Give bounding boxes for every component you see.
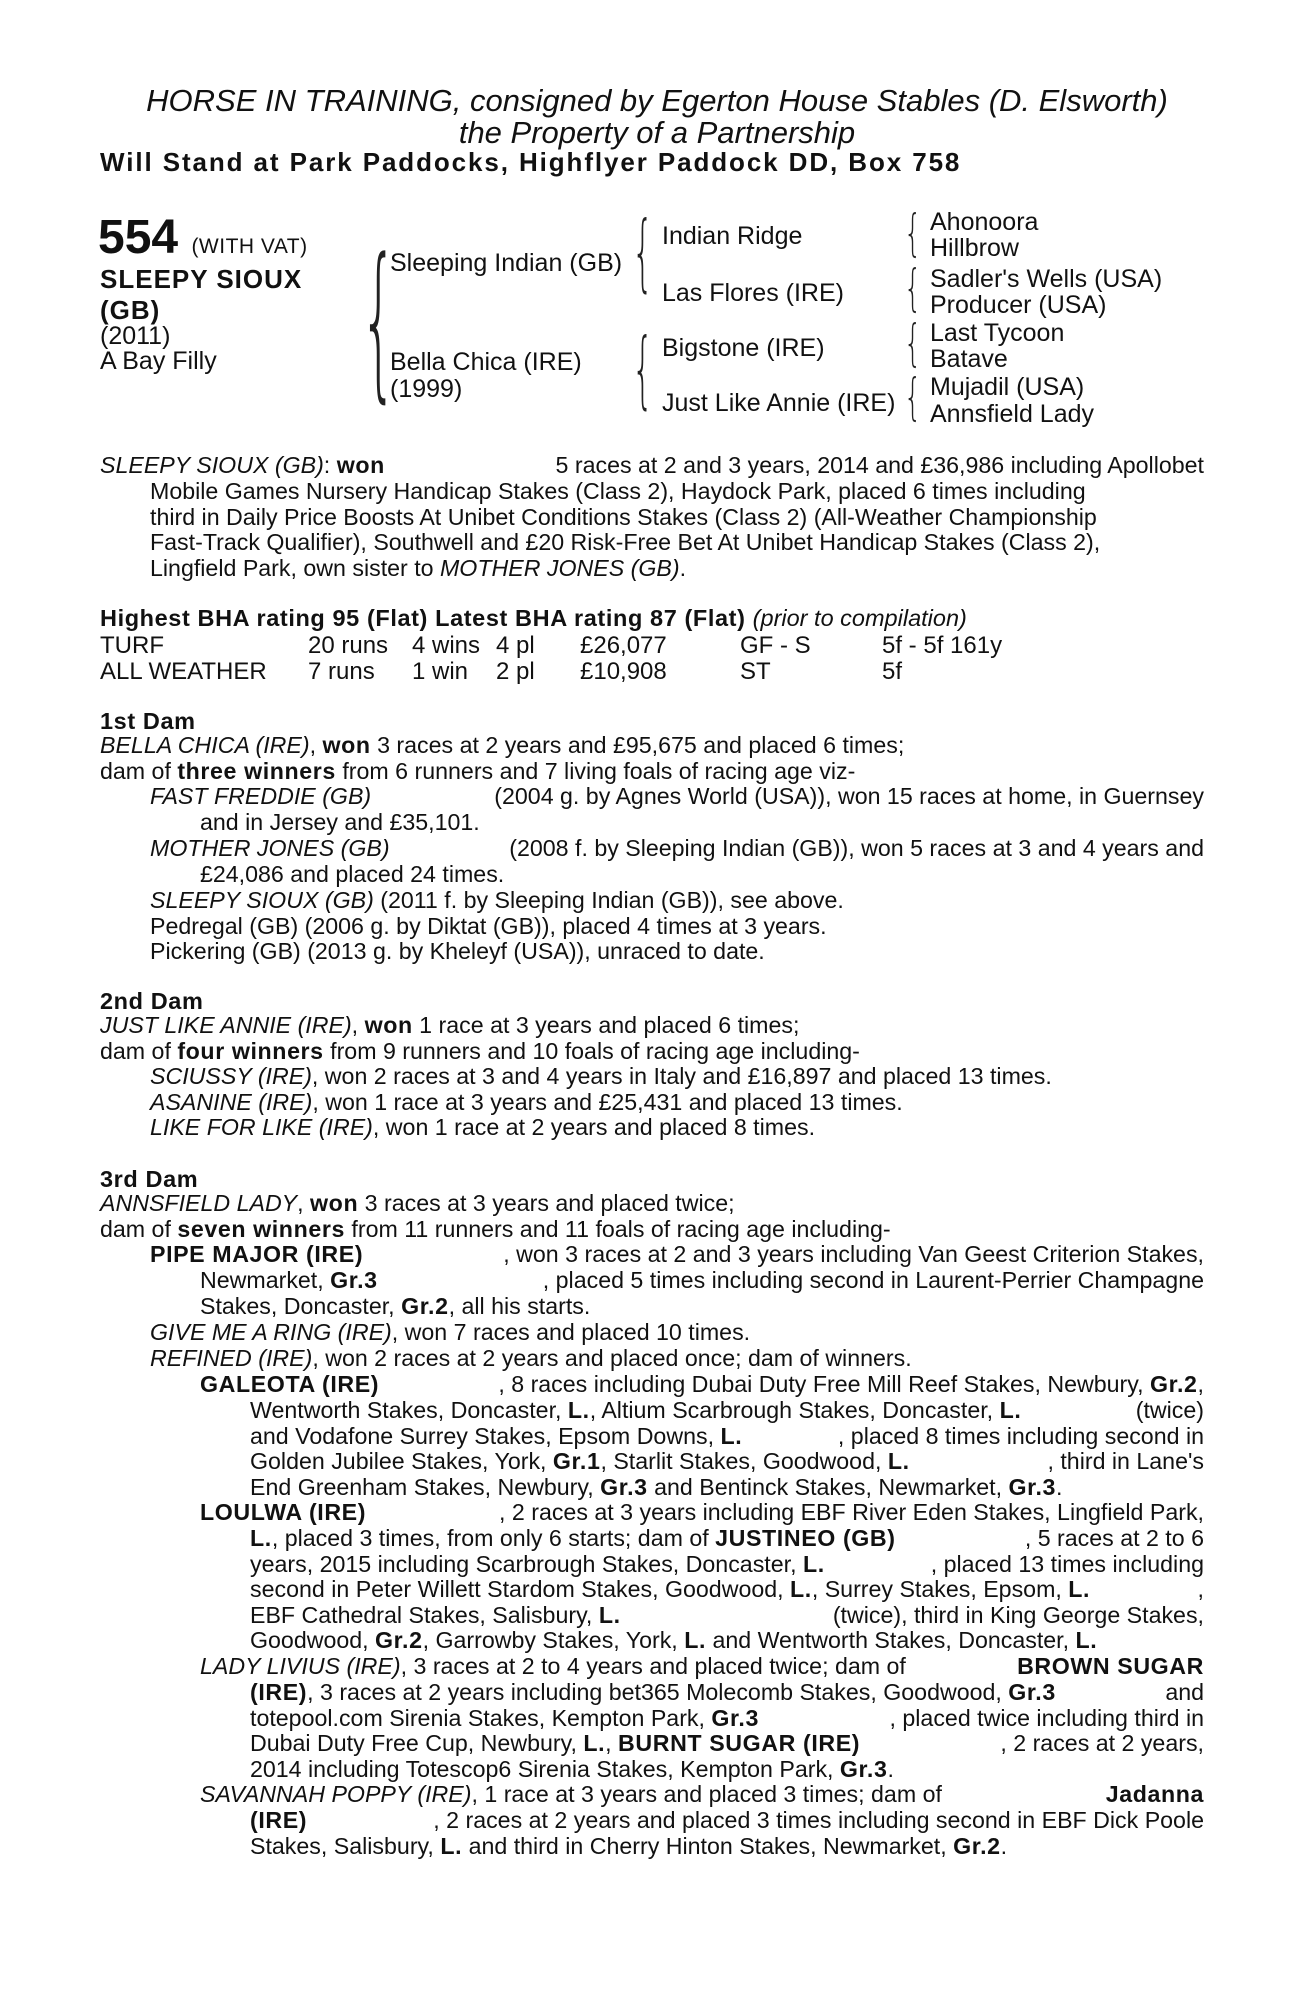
horse-year: (2011) <box>100 322 171 350</box>
header-consignor: HORSE IN TRAINING, consigned by Egerton House Stables (D. Elsworth) <box>146 83 1168 118</box>
record-going: GF - S <box>740 632 811 659</box>
dam3-loulwa: LOULWA (IRE) , 2 races at 3 years including EBF River Eden Stakes, Lingfield Park, <box>200 1499 1204 1525</box>
dam2-heading: 2nd Dam <box>100 988 204 1014</box>
record-surface: ALL WEATHER <box>100 658 267 685</box>
dam3-lady-livius: LADY LIVIUS (IRE), 3 races at 2 to 4 years and placed twice; dam of BROWN SUGAR <box>200 1653 1204 1679</box>
record-surface: TURF <box>100 632 164 659</box>
dam3-heading: 3rd Dam <box>100 1166 199 1192</box>
bha-rating: Highest BHA rating 95 (Flat) Latest BHA rating 87 (Flat) (prior to compilation) <box>100 605 967 631</box>
dam3-savannah-poppy-cont: (IRE) , 2 races at 2 years and placed 3 times including second in EBF Dick Poole Stakes, Salisbury, L. and third in Cherry Hinton Stakes, Newmarket, Gr.2. <box>250 1807 1204 1859</box>
lot-number: 554 (WITH VAT) <box>98 211 308 264</box>
pedigree-g7: Mujadil (USA) <box>930 373 1085 401</box>
dam3-savannah-poppy: SAVANNAH POPPY (IRE), 1 race at 3 years and placed 3 times; dam of Jadanna <box>200 1781 1204 1807</box>
dam2-offspring: SCIUSSY (IRE), won 2 races at 3 and 4 years in Italy and £16,897 and placed 13 times. ASANINE (IRE), won 1 race at 3 years and £25,431 and placed 13 times. LIKE FOR LIKE (IRE), won 1 race at 2 years and placed 8 times. <box>150 1063 1052 1141</box>
pedigree-dam: Bella Chica (IRE) <box>390 348 582 376</box>
pedigree-brace-dam: { <box>632 320 654 418</box>
header-location: Will Stand at Park Paddocks, Highflyer Paddock DD, Box 758 <box>100 147 962 177</box>
dam3-pipe-major-cont: Newmarket, Gr.3 , placed 5 times including second in Laurent-Perrier Champagne Stakes, Doncaster, Gr.2, all his starts. <box>200 1267 1204 1319</box>
dam3-galeota: GALEOTA (IRE) , 8 races including Dubai Duty Free Mill Reef Stakes, Newbury, Gr.2, <box>200 1371 1204 1397</box>
dam1-offspring-2-cont: £24,086 and placed 24 times. <box>200 861 505 887</box>
pedigree-g6: Batave <box>930 345 1008 373</box>
pedigree-g5: Last Tycoon <box>930 319 1065 347</box>
pedigree-g8: Annsfield Lady <box>930 400 1095 428</box>
record-prize: £10,908 <box>580 658 667 685</box>
pedigree-dam-dam: Just Like Annie (IRE) <box>662 389 896 417</box>
pedigree-brace-g1: { <box>904 204 922 262</box>
dam2-intro: JUST LIKE ANNIE (IRE), won 1 race at 3 years and placed 6 times; dam of four winners from 9 runners and 10 foals of racing age including- <box>100 1012 860 1064</box>
pedigree-sire-sire: Indian Ridge <box>662 222 803 250</box>
record-placed: 2 pl <box>496 658 535 685</box>
horse-description: A Bay Filly <box>100 347 217 375</box>
pedigree-dam-year: (1999) <box>390 375 463 403</box>
pedigree-sire-dam: Las Flores (IRE) <box>662 279 844 307</box>
dam1-intro: BELLA CHICA (IRE), won 3 races at 2 years and £95,675 and placed 6 times; dam of three winners from 6 runners and 7 living foals of racing age viz- <box>100 732 905 784</box>
horse-summary: SLEEPY SIOUX (GB): won 5 races at 2 and 3 years, 2014 and £36,986 including Apollobet <box>100 452 1204 478</box>
dam3-loulwa-cont: L., placed 3 times, from only 6 starts; dam of JUSTINEO (GB) , 5 races at 2 to 6 years, 2015 including Scarbrough Stakes, Doncaster, L. , placed 13 times including second in Peter Willett Stardom Stakes, Goodwood, L., Surrey Stakes, Epsom, L. , EBF Cathedral Stakes, Salisbury, L. (twice), third in King George Stakes, Goodwood, Gr.2, Garrowby Stakes, York, L. and Wentworth Stakes, Doncaster, L. <box>250 1525 1204 1654</box>
horse-summary-cont: Mobile Games Nursery Handicap Stakes (Class 2), Haydock Park, placed 6 times including third in Daily Price Boosts At Unibet Conditions Stakes (Class 2) (All-Weather Championship Fast-Track Qualifier), Southwell and £20 Risk-Free Bet At Unibet Handicap Stakes (Class 2), Lingfield Park, own sister to MOTHER JONES (GB). <box>150 478 1101 581</box>
record-prize: £26,077 <box>580 632 667 659</box>
pedigree-g1: Ahonoora <box>930 208 1039 236</box>
dam1-heading: 1st Dam <box>100 708 196 734</box>
header-owner: the Property of a Partnership <box>458 115 856 150</box>
vat-note: (WITH VAT) <box>191 235 308 258</box>
dam3-intro: ANNSFIELD LADY, won 3 races at 3 years and placed twice; dam of seven winners from 11 runners and 11 foals of racing age including- <box>100 1190 891 1242</box>
pedigree-brace-g4: { <box>904 368 922 426</box>
record-runs: 7 runs <box>308 658 375 685</box>
dam3-give-me-a-ring: GIVE ME A RING (IRE), won 7 races and placed 10 times. REFINED (IRE), won 2 races at 2 years and placed once; dam of winners. <box>150 1319 912 1371</box>
pedigree-brace-g3: { <box>904 314 922 372</box>
record-placed: 4 pl <box>496 632 535 659</box>
record-distance: 5f <box>882 658 903 685</box>
dam1-offspring-cont: and in Jersey and £35,101. <box>200 809 480 835</box>
record-distance: 5f - 5f 161y <box>882 632 1003 659</box>
dam3-pipe-major: PIPE MAJOR (IRE) , won 3 races at 2 and 3 years including Van Geest Criterion Stakes, <box>150 1241 1204 1267</box>
record-runs: 20 runs <box>308 632 389 659</box>
dam3-galeota-cont: Wentworth Stakes, Doncaster, L., Altium Scarbrough Stakes, Doncaster, L. (twice) and Vodafone Surrey Stakes, Epsom Downs, L. , placed 8 times including second in Golden Jubilee Stakes, York, Gr.1, Starlit Stakes, Goodwood, L. , third in Lane's End Greenham Stakes, Newbury, Gr.3 and Bentinck Stakes, Newmarket, Gr.3. <box>250 1397 1204 1500</box>
dam3-lady-livius-cont: (IRE), 3 races at 2 years including bet365 Molecomb Stakes, Goodwood, Gr.3 and totepool.com Sirenia Stakes, Kempton Park, Gr.3 , placed twice including third in Dubai Duty Free Cup, Newbury, L., BURNT SUGAR (IRE) , 2 races at 2 years, 2014 including Totescop6 Sirenia Stakes, Kempton Park, Gr.3. <box>250 1679 1204 1782</box>
record-going: ST <box>740 658 771 685</box>
pedigree-dam-sire: Bigstone (IRE) <box>662 334 825 362</box>
pedigree-g2: Hillbrow <box>930 234 1019 262</box>
horse-name: SLEEPY SIOUX (GB) <box>100 264 303 325</box>
pedigree-brace-g2: { <box>904 259 922 317</box>
pedigree-brace-sire: { <box>632 203 654 301</box>
pedigree-sire: Sleeping Indian (GB) <box>390 249 623 277</box>
pedigree-g3: Sadler's Wells (USA) <box>930 265 1163 293</box>
dam1-offspring: FAST FREDDIE (GB) (2004 g. by Agnes World (USA)), won 15 races at home, in Guernsey <box>150 783 1204 809</box>
pedigree-brace-main: { <box>360 222 398 418</box>
record-wins: 4 wins <box>412 632 481 659</box>
dam1-offspring-2: MOTHER JONES (GB) (2008 f. by Sleeping Indian (GB)), won 5 races at 3 and 4 years and <box>150 835 1204 861</box>
dam1-offspring-3: SLEEPY SIOUX (GB) (2011 f. by Sleeping Indian (GB)), see above. Pedregal (GB) (2006 g. by Diktat (GB)), placed 4 times at 3 years. Pickering (GB) (2013 g. by Kheleyf (USA)), unraced to date. <box>150 887 844 965</box>
pedigree-g4: Producer (USA) <box>930 291 1107 319</box>
record-wins: 1 win <box>412 658 469 685</box>
